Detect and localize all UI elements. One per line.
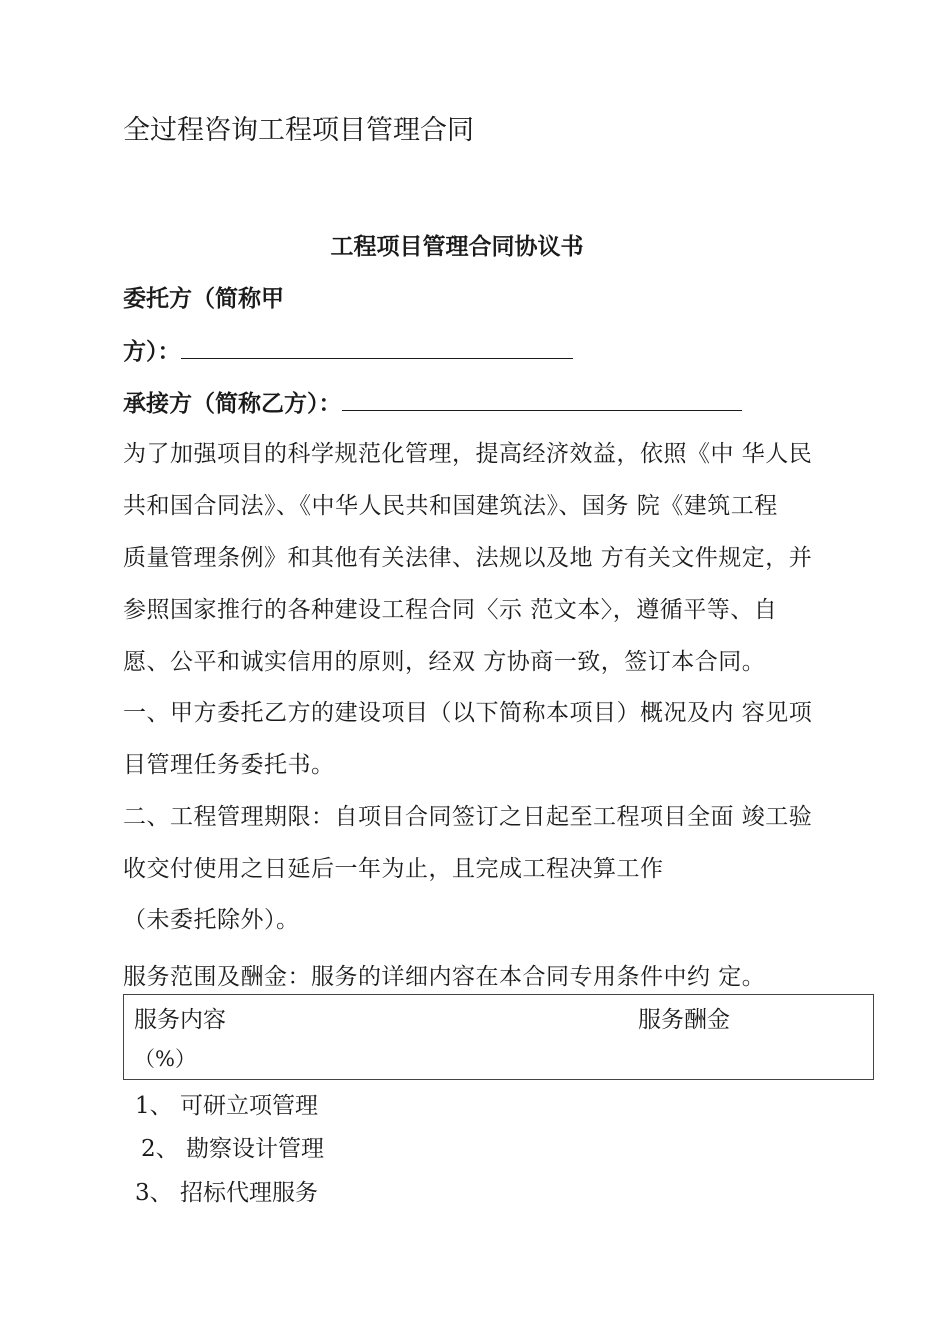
clause-one: 一、甲方委托乙方的建设项目（以下简称本项目）概况及内 容见项: [123, 700, 813, 726]
party-a-field: [123, 333, 573, 366]
body-line: 愿、公平和诚实信用的原则，经双 方协商一致，签订本合同。: [123, 649, 766, 675]
clause-two-cont: 收交付使用之日延后一年为止，且完成工程决算工作: [123, 856, 664, 882]
clause-one-cont: 目管理任务委托书。: [123, 752, 335, 778]
body-line: 参照国家推行的各种建设工程合同〈示 范文本〉，遵循平等、自: [123, 597, 778, 623]
service-item: 3、 招标代理服务: [135, 1180, 318, 1206]
service-fee-table: [123, 994, 874, 1080]
service-scope-line: 服务范围及酬金：服务的详细内容在本合同专用条件中约 定。: [123, 964, 766, 990]
clause-two: 二、工程管理期限：自项目合同签订之日起至工程项目全面 竣工验: [123, 804, 813, 830]
body-line: 共和国合同法》、《中华人民共和国建筑法》、国务 院《建筑工程: [123, 493, 778, 519]
party-b-blank[interactable]: [342, 390, 742, 411]
col-header-fee: 服务酬金: [638, 1007, 730, 1033]
body-line: 为了加强项目的科学规范化管理，提高经济效益，依照《中 华人民: [123, 441, 813, 467]
col-header-content: 服务内容: [134, 1007, 226, 1033]
service-item: 2、 勘察设计管理: [141, 1136, 324, 1162]
party-b-field: [123, 385, 742, 418]
fee-unit-label: （%）: [134, 1047, 196, 1071]
party-b-label: 承接方（简称乙方）：: [123, 391, 342, 417]
party-a-label: 委托方（简称甲: [123, 286, 284, 312]
clause-two-note: （未委托除外）。: [123, 907, 300, 933]
agreement-title: 工程项目管理合同协议书: [330, 234, 584, 260]
service-item: 1、 可研立项管理: [135, 1093, 318, 1119]
document-title: 全过程咨询工程项目管理合同: [123, 115, 474, 146]
party-a-label-cont: 方）：: [123, 339, 181, 365]
body-line: 质量管理条例》和其他有关法律、法规以及地 方有关文件规定，并: [123, 545, 813, 571]
party-a-blank[interactable]: [181, 338, 573, 359]
